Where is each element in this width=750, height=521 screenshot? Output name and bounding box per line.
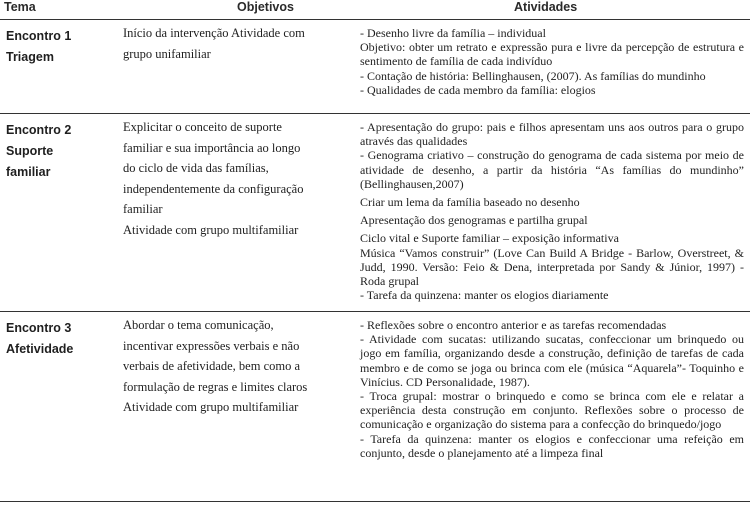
objetivos-line: Atividade com grupo multifamiliar [123, 222, 299, 237]
header-objetivos: Objetivos [117, 0, 354, 20]
tema-line: Encontro 1 [6, 29, 72, 43]
atividade-item: - Contação de história: Bellinghausen, (2007). As famílias do mundinho [360, 68, 706, 83]
objetivos-line: familiar e sua importância ao longo [123, 140, 301, 155]
objetivos-line: independentemente da configuração [123, 181, 304, 196]
atividade-item: Ciclo vital e Suporte familiar – exposição informativa [360, 231, 619, 246]
atividades-cell [354, 312, 750, 502]
tema-line: Suporte [6, 144, 54, 158]
objetivos-cell [117, 114, 354, 312]
tema-cell [0, 312, 117, 502]
tema-line: Afetividade [6, 342, 74, 356]
objetivos-line: familiar [123, 202, 163, 216]
atividades-cell [354, 20, 750, 114]
objetivos-line: do ciclo de vida das famílias, [123, 161, 269, 175]
objetivos-cell [117, 20, 354, 114]
atividade-item: - Reflexões sobre o encontro anterior e as tarefas recomendadas [360, 318, 667, 332]
objetivos-line: grupo unifamiliar [123, 46, 211, 61]
atividade-item: - Tarefa da quinzena: manter os elogios e confeccionar uma refeição em conjunto, desde o planejamento até a limpeza final [360, 431, 744, 460]
atividade-item: - Troca grupal: mostrar o brinquedo e como se brinca com ele e relatar a experiência desta construção em conjunto. Reflexões sobre o processo de comunicação e organização do sistema para a confecção do brinquedo/jogo [360, 389, 744, 432]
objetivos-line: Atividade com grupo multifamiliar [123, 400, 299, 414]
objetivos-line: Explicitar o conceito de suporte [123, 120, 282, 134]
atividade-item: - Qualidades de cada membro da família: elogios [360, 82, 596, 97]
objetivos-line: formulação de regras e limites claros [123, 379, 308, 394]
tema-cell [0, 20, 117, 114]
objetivos-cell [117, 312, 354, 502]
tema-cell [0, 114, 117, 312]
objetivos-line: verbais de afetividade, bem como a [123, 359, 301, 373]
tema-line: familiar [6, 165, 51, 179]
tema-line: Encontro 3 [6, 321, 72, 335]
tema-line: Triagem [6, 50, 54, 64]
table-row [0, 114, 750, 312]
tema-line: Encontro 2 [6, 123, 72, 137]
header-tema: Tema [0, 0, 117, 20]
header-row [0, 0, 750, 20]
atividade-item: Apresentação dos genogramas e partilha grupal [360, 213, 588, 228]
atividade-item: Criar um lema da família baseado no desenho [360, 195, 580, 210]
table-row [0, 312, 750, 502]
atividade-item: - Desenho livre da família – individual [360, 26, 546, 40]
objetivos-line: incentivar expressões verbais e não [123, 338, 300, 353]
atividade-item: Objetivo: obter um retrato e expressão pura e livre da percepção de estrutura e sentimento de família de cada indivíduo [360, 40, 744, 69]
objetivos-line: Abordar o tema comunicação, [123, 318, 274, 332]
header-atividades: Atividades [354, 0, 750, 20]
objetivos-line: Início da intervenção Atividade com [123, 26, 305, 40]
atividade-item: - Apresentação do grupo: pais e filhos apresentam uns aos outros para o grupo através das qualidades [360, 120, 744, 149]
atividades-cell [354, 114, 750, 312]
atividade-item: - Genograma criativo – construção do genograma de cada sistema por meio de atividade de desenho, a partir da história “As famílias do mundinho” (Bellinghausen,2007) [360, 148, 744, 191]
atividade-item: - Atividade com sucatas: utilizando sucatas, confeccionar um brinquedo ou jogo em família, organizando desde a construção, definição de tarefas de cada membro e de como se joga ou brinca com ele (música “Aquarela”- Toquinho e Vinícius. CD Personalidade, 1987). [360, 332, 744, 389]
table-row [0, 20, 750, 114]
atividade-item: Música “Vamos construir” (Love Can Build A Bridge - Barlow, Overstreet, & Judd, 1990. Versão: Feio & Dena, interpretada por Sandy & Júnior, 1997) - Roda grupal [360, 245, 744, 289]
atividade-item: - Tarefa da quinzena: manter os elogios diariamente [360, 288, 609, 303]
